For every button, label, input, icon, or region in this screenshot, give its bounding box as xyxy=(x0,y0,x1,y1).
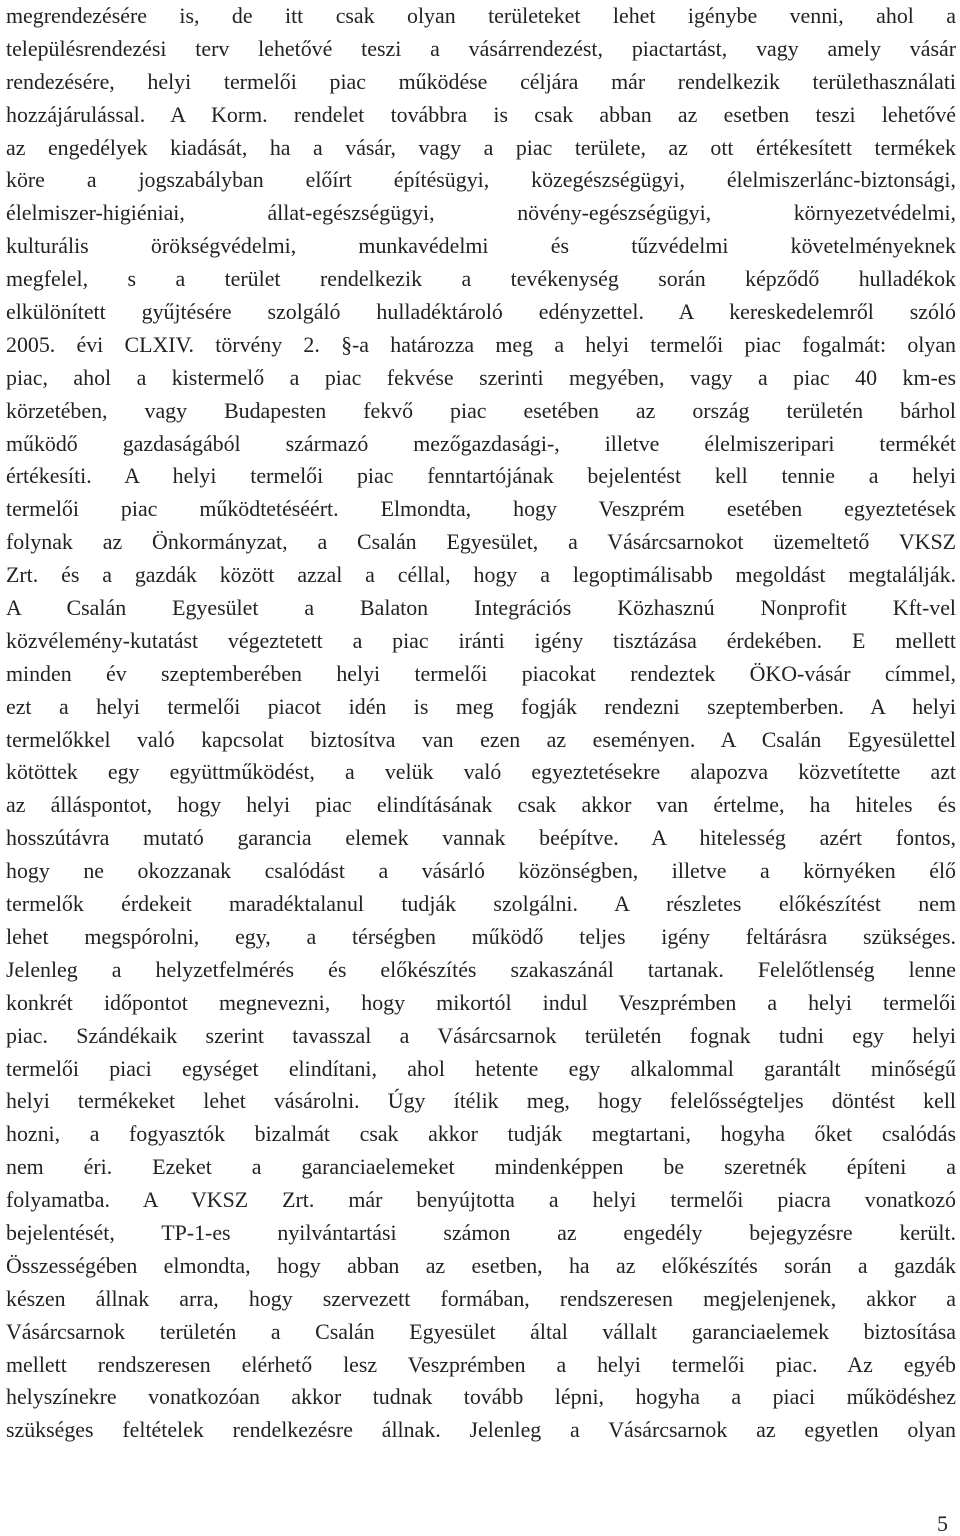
text-line: nem éri. Ezeket a garanciaelemeket mindenképpen be szeretnék építeni a xyxy=(6,1154,956,1180)
document-page xyxy=(6,0,956,1536)
text-line: folyamatba. A VKSZ Zrt. már benyújtotta a helyi termelői piacra vonatkozó xyxy=(6,1187,956,1213)
text-line: lehet megspórolni, egy, a térségben működő teljes igény feltárásra szükséges. xyxy=(6,923,956,949)
text-line: termelői piaci egységet elindítani, ahol hetente egy alkalommal garantált minőségű xyxy=(6,1055,956,1081)
text-line: hogy ne okozzanak csalódást a vásárló közönségben, illetve a környéken élő xyxy=(6,858,956,884)
text-line: közvélemény-kutatást végeztetett a piac iránti igény tisztázása érdekében. E mellett xyxy=(6,627,956,653)
text-line: helyi termékeket lehet vásárolni. Úgy ítélik meg, hogy felelősségteljes döntést kell xyxy=(6,1088,956,1114)
text-line: településrendezési terv lehetővé teszi a vásárrendezést, piactartást, vagy amely vásár xyxy=(6,35,956,61)
text-line: piac. Szándékaik szerint tavasszal a Vásárcsarnok területén fognak tudni egy helyi xyxy=(6,1022,956,1048)
text-line: 2005. évi CLXIV. törvény 2. §-a határozza meg a helyi termelői piac fogalmát: olyan xyxy=(6,331,956,357)
text-line: hozzájárulással. A Korm. rendelet továbbra is csak abban az esetben teszi lehetővé xyxy=(6,101,956,127)
text-line: hozni, a fogyasztók bizalmát csak akkor tudják megtartani, hogyha őket csalódás xyxy=(6,1121,956,1147)
text-line: mellett rendszeresen elérhető lesz Veszprémben a helyi termelői piac. Az egyéb xyxy=(6,1351,956,1377)
text-line: hosszútávra mutató garancia elemek vannak beépítve. A hitelesség azért fontos, xyxy=(6,825,956,851)
text-line: kötöttek egy együttműködést, a velük való egyeztetésekre alapozva közvetítette azt xyxy=(6,759,956,785)
text-line: Összességében elmondta, hogy abban az esetben, ha az előkészítés során a gazdák xyxy=(6,1252,956,1278)
text-line: rendezésére, helyi termelői piac működése céljára már rendelkezik területhasználati xyxy=(6,68,956,94)
text-line: Jelenleg a helyzetfelmérés és előkészítés szakaszánál tartanak. Felelőtlenség lenne xyxy=(6,956,956,982)
text-line: értékesíti. A helyi termelői piac fenntartójának bejelentést kell tennie a helyi xyxy=(6,463,956,489)
text-line: elkülönített gyűjtésére szolgáló hulladéktároló edényzettel. A kereskedelemről szóló xyxy=(6,299,956,325)
text-line: A Csalán Egyesület a Balaton Integrációs Közhasznú Nonprofit Kft-vel xyxy=(6,595,956,621)
text-line: élelmiszer-higiéniai, állat-egészségügyi, növény-egészségügyi, környezetvédelmi, xyxy=(6,200,956,226)
text-line: körzetében, vagy Budapesten fekvő piac esetében az ország területén bárhol xyxy=(6,397,956,423)
text-line: helyszínekre vonatkozóan akkor tudnak tovább lépni, hogyha a piaci működéshez xyxy=(6,1384,956,1410)
text-line: kulturális örökségvédelmi, munkavédelmi és tűzvédelmi követelményeknek xyxy=(6,233,956,259)
text-line: ezt a helyi termelői piacot idén is meg fogják rendezni szeptemberben. A helyi xyxy=(6,693,956,719)
text-line: folynak az Önkormányzat, a Csalán Egyesület, a Vásárcsarnokot üzemeltető VKSZ xyxy=(6,529,956,555)
page-number: 5 xyxy=(937,1511,948,1536)
text-line: konkrét időpontot megnevezni, hogy mikortól indul Veszprémben a helyi termelői xyxy=(6,989,956,1015)
text-line: bejelentését, TP-1-es nyilvántartási számon az engedély bejegyzésre került. xyxy=(6,1219,956,1245)
body-paragraph xyxy=(6,0,956,1447)
text-line: köre a jogszabályban előírt építésügyi, közegészségügyi, élelmiszerlánc-biztonsági, xyxy=(6,167,956,193)
text-line: termelőkkel való kapcsolat biztosítva van ezen az eseményen. A Csalán Egyesülettel xyxy=(6,726,956,752)
text-line: termelői piac működtetéséért. Elmondta, hogy Veszprém esetében egyeztetések xyxy=(6,496,956,522)
text-line: az engedélyek kiadását, ha a vásár, vagy a piac területe, az ott értékesített termékek xyxy=(6,134,956,160)
text-line: megfelel, s a terület rendelkezik a tevékenység során képződő hulladékok xyxy=(6,266,956,292)
text-line: piac, ahol a kistermelő a piac fekvése szerinti megyében, vagy a piac 40 km-es xyxy=(6,364,956,390)
text-line: megrendezésére is, de itt csak olyan területeket lehet igénybe venni, ahol a xyxy=(6,3,956,28)
text-line: minden év szeptemberében helyi termelői piacokat rendeztek ÖKO-vásár címmel, xyxy=(6,660,956,686)
text-line: Vásárcsarnok területén a Csalán Egyesület által vállalt garanciaelemek biztosítása xyxy=(6,1318,956,1344)
text-line: készen állnak arra, hogy szervezett formában, rendszeresen megjelenjenek, akkor a xyxy=(6,1285,956,1311)
text-line: szükséges feltételek rendelkezésre állnak. Jelenleg a Vásárcsarnok az egyetlen olyan xyxy=(6,1417,956,1443)
text-line: Zrt. és a gazdák között azzal a céllal, hogy a legoptimálisabb megoldást megtalálják. xyxy=(6,562,956,588)
text-line: termelők érdekeit maradéktalanul tudják szolgálni. A részletes előkészítést nem xyxy=(6,891,956,917)
text-line: az álláspontot, hogy helyi piac elindításának csak akkor van értelme, ha hiteles és xyxy=(6,792,956,818)
text-line: működő gazdaságából származó mezőgazdasági-, illetve élelmiszeripari termékét xyxy=(6,430,956,456)
